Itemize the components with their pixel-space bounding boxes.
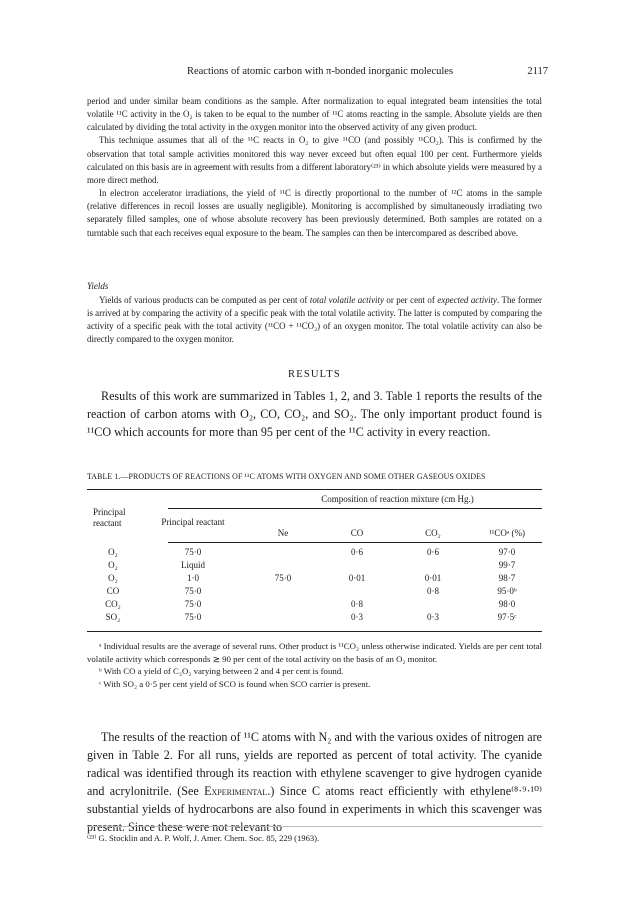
table1-caption: TABLE 1.—PRODUCTS OF REACTIONS OF ¹¹C ATOMS WITH OXYGEN AND SOME OTHER GASEOUS OXIDES — [87, 472, 486, 481]
yields-em-2: expected activity — [437, 295, 497, 305]
cell-reactant: O₂ — [108, 560, 118, 570]
cell-principal: 75·0 — [184, 599, 202, 609]
cell-co: 0·8 — [351, 599, 363, 609]
col-yield: ¹¹COᵃ (%) — [488, 528, 526, 538]
table-rule-bottom — [87, 631, 542, 632]
cell-yield: 98·7 — [498, 573, 516, 583]
cell-co2: 0·6 — [427, 547, 439, 557]
footnote-divider — [87, 826, 542, 827]
cell-reactant: O₂ — [108, 573, 118, 583]
cell-principal: 75·0 — [184, 547, 202, 557]
cell-principal: 75·0 — [184, 612, 202, 622]
cell-yield: 95·0ᵇ — [497, 586, 517, 596]
cell-yield: 99·7 — [498, 560, 516, 570]
footnote-23: ⁽²³⁾ G. Stocklin and A. P. Wolf, J. Amer. Chem. Soc. 85, 229 (1963). — [87, 833, 320, 843]
running-header — [0, 66, 624, 80]
intro-text — [87, 95, 542, 240]
cell-co2: 0·3 — [427, 612, 439, 622]
cell-principal: Liquid — [181, 560, 205, 570]
table-rule-spanner — [168, 508, 542, 509]
col-principal-reactant-2: Principal reactant — [161, 517, 225, 527]
yields-text-2: or per cent of — [383, 295, 438, 305]
closing-paragraph-block — [87, 728, 542, 837]
cell-principal: 75·0 — [184, 586, 202, 596]
cell-co: 0·3 — [351, 612, 363, 622]
cell-co: 0·01 — [348, 573, 366, 583]
table-rule-header — [168, 542, 542, 543]
col-co2: CO₂ — [425, 528, 441, 538]
closing-text-1: The results of the reaction of ¹¹C atoms with N₂ and with the various oxides of nitrogen are given in Table 2. For all runs, yields are reported as percent of total activity. The cyanide radical was identified through its reaction with ethylene scavenger to give hydrogen cyanide and acrylonitrile. (See — [87, 730, 542, 799]
col-co: CO — [350, 528, 364, 538]
yields-em-1: total volatile activity — [309, 295, 384, 305]
table-rule-top — [87, 489, 542, 490]
table-note-a: ᵃ Individual results are the average of several runs. Other product is ¹¹CO₂ unless otherwise indicated. Yields are per cent total volatile activity which corresponds ≳ 90 per cent of the total activity on the basis of an O₂ monitor. — [87, 641, 542, 664]
closing-text-2: .) Since C atoms react efficiently with ethylene⁽⁸·⁹·¹⁰⁾ substantial yields of hydrocarbons are also found in experiments in which this scavenger was present. Since these were not relevant to — [87, 784, 542, 835]
results-paragraph: Results of this work are summarized in Tables 1, 2, and 3. Table 1 reports the results of the reaction of carbon atoms with O₂, CO, CO₂, and SO₂. The only important product found is ¹¹CO which accounts for more than 95 per cent of the ¹¹C activity in every reaction. — [87, 389, 542, 440]
yields-section — [87, 281, 542, 347]
cell-ne: 75·0 — [274, 573, 292, 583]
cell-principal: 1·0 — [187, 573, 199, 583]
yields-heading: Yields — [87, 281, 109, 291]
cell-yield: 97·5ᶜ — [497, 612, 517, 622]
cell-reactant: CO₂ — [105, 599, 121, 609]
cell-co2: 0·8 — [427, 586, 439, 596]
yields-text-1: Yields of various products can be computed as per cent of — [99, 295, 310, 305]
intro-paragraph-3: In electron accelerator irradiations, the yield of ¹¹C is directly proportional to the number of ¹²C atoms in the sample (relative differences in recoil losses are usually negligible). Monitoring is accomplished by simultaneously irradiating two separately filled samples, one of whose absolute recovery has been previously determined. Both samples are rotated on a turntable such that each receives equal exposure to the beam. The samples can then be intercompared as described above. — [87, 188, 542, 238]
cell-reactant: SO₂ — [105, 612, 121, 622]
cell-reactant: CO — [106, 586, 120, 596]
table1-notes — [87, 640, 542, 690]
cell-co2: 0·01 — [424, 573, 442, 583]
closing-experimental-ref: Experimental — [204, 784, 268, 799]
yields-text-3: . The former is arrived at by comparing the activity of a specific peak with the total volatile activity. The latter is computed by comparing the activity of a specific peak with the total activity (¹¹CO + ¹¹CO₂) of an oxygen monitor. The total volatile activity can also be directly compared to the oxygen monitor. — [87, 295, 543, 345]
intro-paragraph-1: period and under similar beam conditions as the sample. After normalization to equal integrated beam intensities the total volatile ¹¹C activity in the O₂ is taken to be equal to the number of ¹¹C atoms reacting in the sample. Absolute yields are then calculated by dividing the total activity in the oxygen monitor into the observed activity of any given product. — [87, 96, 542, 133]
cell-reactant: O₂ — [108, 547, 118, 557]
running-title: Reactions of atomic carbon with π-bonded inorganic molecules — [186, 66, 454, 77]
table-spanner: Composition of reaction mixture (cm Hg.) — [321, 494, 474, 504]
col-ne: Ne — [277, 528, 289, 538]
results-paragraph-block — [87, 387, 542, 441]
cell-yield: 97·0 — [498, 547, 516, 557]
table-note-b: ᵇ With CO a yield of C₃O₂ varying between 2 and 4 per cent is found. — [99, 666, 344, 677]
closing-paragraph — [87, 728, 542, 837]
page-number: 2117 — [527, 66, 548, 77]
results-heading: RESULTS — [288, 369, 341, 380]
cell-yield: 98·0 — [498, 599, 516, 609]
col-principal-reactant: Principal reactant — [93, 507, 126, 528]
yields-paragraph — [87, 294, 542, 347]
cell-co: 0·6 — [351, 547, 363, 557]
intro-paragraph-2: This technique assumes that all of the ¹¹C reacts in O₂ to give ¹¹CO (and possibly ¹¹CO₂). This is confirmed by the observation that total sample activities monitored this way never exceed but often equal 100 per cent. Furthermore yields calculated on this basis are in agreement with results from a different laboratory⁽²³⁾ in which absolute yields were measured by a more direct method. — [87, 135, 542, 185]
table-note-c: ᶜ With SO₂ a 0·5 per cent yield of SCO is found when SCO carrier is present. — [99, 678, 371, 689]
